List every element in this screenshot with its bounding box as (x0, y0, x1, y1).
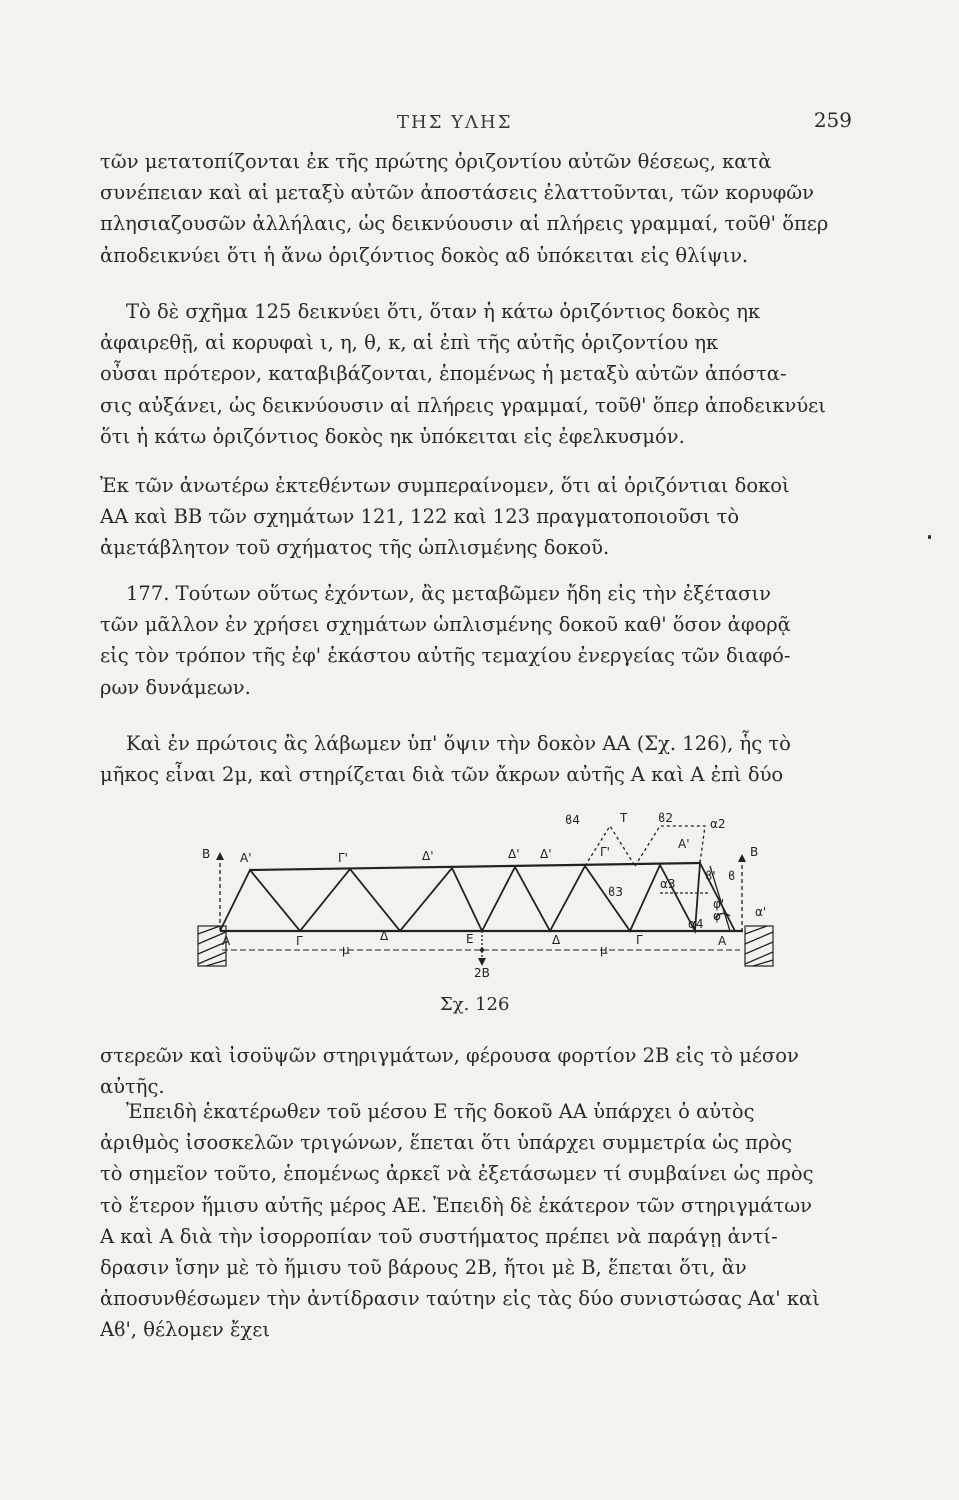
label-E-bottom: Ε (466, 932, 474, 946)
text-line: αὐτῆς. (100, 1075, 165, 1099)
label-T: Τ (620, 811, 628, 825)
label-a-prime: α' (755, 905, 767, 919)
text-line: ἀποδεικνύει ὅτι ἡ ἄνω ὁριζόντιος δοκὸς αδ ὑπόκειται εἰς θλίψιν. (100, 243, 749, 267)
label-a3: α3 (660, 877, 676, 891)
label-b3: ϐ3 (608, 885, 624, 899)
text-line: οὖσαι πρότερον, καταβιβάζονται, ἑπομένως ἡ μεταξὺ αὐτῶν ἀπόστα- (100, 362, 787, 386)
text-line: μῆκος εἶναι 2μ, καὶ στηρίζεται διὰ τῶν ἄκρων αὐτῆς Α καὶ Α ἐπὶ δύο (100, 763, 784, 787)
paragraph-1 (100, 146, 855, 271)
text-line: ρων δυνάμεων. (100, 675, 251, 699)
label-G-prime-1: Γ' (338, 851, 348, 865)
text-line: ΑΑ καὶ ΒΒ τῶν σχημάτων 121, 122 καὶ 123 πραγματοποιοῦσι τὸ (100, 505, 740, 529)
text-line: τῶν μετατοπίζονται ἐκ τῆς πρώτης ὁριζοντίου αὐτῶν θέσεως, κατὰ (100, 150, 772, 173)
label-mu-left: μ (342, 943, 350, 957)
page-number: 259 (813, 108, 852, 132)
paragraph-7 (100, 1096, 855, 1346)
text-line: Ἐπειδὴ ἑκατέρωθεν τοῦ μέσου Ε τῆς δοκοῦ ΑΑ ὑπάρχει ὁ αὐτὸς (126, 1100, 755, 1123)
label-a4: α4 (688, 917, 704, 931)
paragraph-3 (100, 470, 855, 564)
text-line: τὸ σημεῖον τοῦτο, ἑπομένως ἀρκεῖ νὰ ἐξετάσωμεν τί συμβαίνει ὡς πρὸς (100, 1162, 814, 1186)
label-A-bottom-right: Α (718, 934, 727, 948)
truss-figure (190, 808, 780, 978)
page-header (100, 108, 860, 138)
text-line: τῶν μᾶλλον ἐν χρήσει σχημάτων ὡπλισμένης δοκοῦ καθ' ὅσον ἀφορᾷ (100, 613, 791, 637)
label-D-prime-2: Δ' (508, 847, 520, 861)
label-beta: ϐ (728, 869, 736, 883)
text-line: Αϐ', θέλομεν ἔχει (100, 1318, 270, 1342)
running-title: ΤΗΣ ΥΛΗΣ (397, 112, 513, 133)
label-b-prime: ϐ' (705, 869, 716, 883)
label-G-prime-2: Γ' (600, 845, 610, 859)
label-phi: φ (713, 909, 721, 923)
text-line: Καὶ ἐν πρώτοις ἂς λάβωμεν ὑπ' ὄψιν τὴν δοκὸν ΑΑ (Σχ. 126), ἧς τὸ (126, 732, 791, 755)
text-line: ἀποσυνθέσωμεν τὴν ἀντίδρασιν ταύτην εἰς τὰς δύο συνιστώσας Αα' καὶ (100, 1287, 820, 1311)
label-load: 2Β (474, 966, 490, 978)
text-line: δρασιν ἴσην μὲ τὸ ἥμισυ τοῦ βάρους 2Β, ἤτοι μὲ Β, ἕπεται ὅτι, ἂν (100, 1255, 747, 1279)
text-line: ἀριθμὸς ἰσοσκελῶν τριγώνων, ἕπεται ὅτι ὑπάρχει συμμετρία ὡς πρὸς (100, 1131, 793, 1155)
text-line: πλησιαζουσῶν ἀλλήλαις, ὡς δεικνύουσιν αἱ πλήρεις γραμμαί, τοῦθ' ὅπερ (100, 212, 829, 236)
text-line: τὸ ἕτερον ἥμισυ αὐτῆς μέρος ΑΕ. Ἐπειδὴ δὲ ἑκάτερον τῶν στηριγμάτων (100, 1193, 812, 1217)
label-b4: ϐ4 (565, 813, 581, 827)
label-b2: ϐ2 (658, 811, 674, 825)
paragraph-2 (100, 296, 855, 452)
text-line: Α καὶ Α διὰ τὴν ἰσορροπίαν τοῦ συστήματος πρέπει νὰ παράγῃ ἀντί- (100, 1224, 778, 1248)
paragraph-6 (100, 1040, 855, 1102)
text-line: σις αὐξάνει, ὡς δεικνύουσιν αἱ πλήρεις γραμμαί, τοῦθ' ὅπερ ἀποδεικνύει (100, 393, 826, 417)
ink-speck (928, 535, 931, 539)
text-line: ἀμετάβλητον τοῦ σχήματος τῆς ὡπλισμένης δοκοῦ. (100, 536, 610, 560)
force-triangle (585, 826, 635, 866)
label-A-bottom-left: Α (222, 934, 231, 948)
label-mu-right: μ (600, 943, 608, 957)
top-chord (250, 863, 700, 870)
text-line: ὅτι ἡ κάτω ὁριζόντιος δοκὸς ηκ ὑπόκειται εἰς ἐφελκυσμόν. (100, 424, 685, 448)
label-B-right: Β (750, 845, 759, 859)
truss-diagonals (220, 863, 735, 931)
label-G-bottom-2: Γ (636, 933, 643, 947)
label-B-left: Β (202, 847, 211, 861)
label-phi-prime: φ' (713, 897, 725, 911)
label-a2: α2 (710, 817, 726, 831)
right-support (745, 926, 773, 966)
text-line: Ἐκ τῶν ἀνωτέρω ἐκτεθέντων συμπεραίνομεν, ὅτι αἱ ὁριζόντιαι δοκοὶ (100, 474, 790, 497)
label-D-prime-1: Δ' (422, 849, 434, 863)
text-line: συνέπειαν καὶ αἱ μεταξὺ αὐτῶν ἀποστάσεις ἐλαττοῦνται, τῶν κορυφῶν (100, 181, 814, 205)
label-A-prime-top: Α' (240, 851, 252, 865)
paragraph-5 (100, 728, 855, 790)
figure-caption: Σχ. 126 (440, 994, 510, 1015)
label-D-prime-3: Δ' (540, 847, 552, 861)
text-line: ἀφαιρεθῇ, αἱ κορυφαὶ ι, η, θ, κ, αἱ ἐπὶ τῆς αὐτῆς ὁριζοντίου ηκ (100, 331, 719, 355)
paragraph-4 (100, 578, 855, 703)
text-line: 177. Τούτων οὕτως ἐχόντων, ἂς μεταβῶμεν ἤδη εἰς τὴν ἐξέτασιν (126, 582, 771, 605)
force-triangle-2 (635, 826, 705, 866)
text-line: εἰς τὸν τρόπον τῆς ἐφ' ἑκάστου αὐτῆς τεμαχίου ἐνεργείας τῶν διαφό- (100, 644, 791, 668)
label-D-bottom-2: Δ (552, 933, 561, 947)
label-A-prime-right: Α' (678, 837, 690, 851)
text-line: Τὸ δὲ σχῆμα 125 δεικνύει ὅτι, ὅταν ἡ κάτω ὁριζόντιος δοκὸς ηκ (126, 300, 761, 323)
label-D-bottom-1: Δ (380, 929, 389, 943)
truss-diagram (190, 808, 780, 978)
text-line: στερεῶν καὶ ἰσοϋψῶν στηριγμάτων, φέρουσα φορτίον 2Β εἰς τὸ μέσον (100, 1044, 799, 1067)
label-G-bottom-1: Γ (296, 934, 303, 948)
